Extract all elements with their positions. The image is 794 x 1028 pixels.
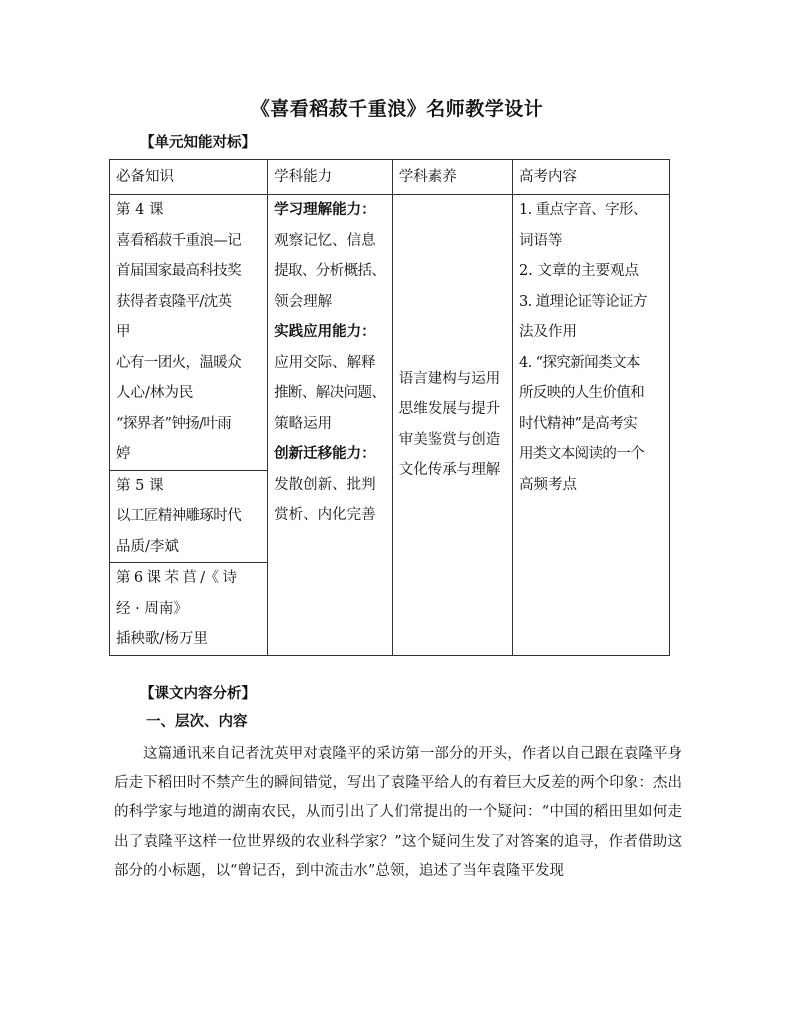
text-line: 人心/林为民 [116, 385, 194, 401]
text-line: 3. 道理论证等论证方 [519, 293, 647, 310]
text-line: 甲 [116, 324, 131, 340]
text-line: 语言建构与运用 [398, 370, 501, 387]
text-line: 获得者袁隆平/沈英 [116, 293, 232, 310]
ability-heading-innovation: 创新迁移能力： [274, 445, 376, 462]
unit-targets-table [109, 159, 670, 656]
text-line: 推断、解决问题、 [274, 385, 386, 401]
text-line: 第 4 课 [116, 202, 164, 218]
text-line: 首届国家最高科技奖 [116, 263, 242, 279]
header-literacy: 学科素养 [392, 160, 512, 195]
table-header-row [110, 160, 670, 195]
text-line: 词语等 [519, 232, 563, 249]
ability-heading-application: 实践应用能力： [274, 323, 376, 340]
text-line: 第 5 课 [116, 477, 164, 494]
text-line: 插秧歌/杨万里 [116, 631, 208, 647]
text-line: 所反映的人生价值和 [519, 385, 645, 401]
text-line: 时代精神”是高考实 [519, 415, 638, 432]
text-line: 观察记忆、信息 [274, 232, 376, 249]
header-knowledge: 必备知识 [110, 160, 268, 195]
text-line: 用类文本阅读的一个 [519, 446, 645, 462]
knowledge-lesson-5 [110, 470, 268, 563]
text-line: 思维发展与提升 [398, 401, 501, 418]
text-line: “探界者”钟扬/叶雨 [116, 415, 232, 432]
section-heading-text-analysis: 【课文内容分析】 [140, 685, 256, 702]
text-line: 高频考点 [519, 476, 577, 493]
header-exam: 高考内容 [513, 160, 670, 195]
text-line: 心有一团火，温暖众 [116, 354, 242, 371]
text-line: 2. 文章的主要观点 [519, 263, 639, 279]
subheading-structure-content: 一、层次、内容 [146, 713, 248, 730]
text-line: 婷 [116, 446, 131, 462]
exam-cell [513, 195, 670, 656]
text-line: 领会理解 [274, 293, 333, 310]
page-title: 《喜看稻菽千重浪》名师教学设计 [250, 98, 544, 120]
text-line: 发散创新、批判 [274, 476, 376, 493]
header-ability: 学科能力 [268, 160, 393, 195]
text-line: 喜看稻菽千重浪—记 [116, 232, 242, 249]
text-line: 以工匠精神雕琢时代 [116, 508, 242, 524]
text-line: 4. “探究新闻类文本 [519, 354, 640, 371]
text-line: 法及作用 [519, 324, 577, 340]
table-row [110, 195, 670, 471]
knowledge-lesson-4 [110, 195, 268, 471]
text-line: 策略运用 [274, 415, 333, 432]
section-heading-unit-targets: 【单元知能对标】 [140, 134, 256, 151]
ability-heading-understanding: 学习理解能力： [274, 201, 376, 218]
text-line: 赏析、内化完善 [274, 507, 376, 523]
text-line: 提取、分析概括、 [274, 263, 386, 279]
literacy-cell [392, 195, 512, 656]
ability-cell [268, 195, 393, 656]
text-line: 品质/李斌 [116, 538, 179, 555]
knowledge-lesson-6 [110, 563, 268, 656]
text-line: 应用交际、解释 [274, 354, 376, 371]
body-paragraph: 这篇通讯来自记者沈英甲对袁隆平的采访第一部分的开头，作者以自己跟在袁隆平身后走下稻田时不禁产生的瞬间错觉，写出了袁隆平给人的有着巨大反差的两个印象：杰出的科学家与地道的湖南农民，从而引出了人们常提出的一个疑问：“中国的稻田里如何走出了袁隆平这样一位世界级的农业科学家？”这个疑问生发了对答案的追寻，作者借助这部分的小标题，以“曾记否，到中流击水”总领，追述了当年袁隆平发现 [114, 746, 682, 879]
text-line: 1. 重点字音、字形、 [519, 202, 647, 218]
text-line: 第 6 课 芣 苢 /《 诗 [116, 570, 237, 586]
text-line: 文化传承与理解 [398, 462, 501, 479]
text-line: 经 · 周南》 [116, 600, 188, 617]
text-line: 审美鉴赏与创造 [398, 431, 501, 448]
